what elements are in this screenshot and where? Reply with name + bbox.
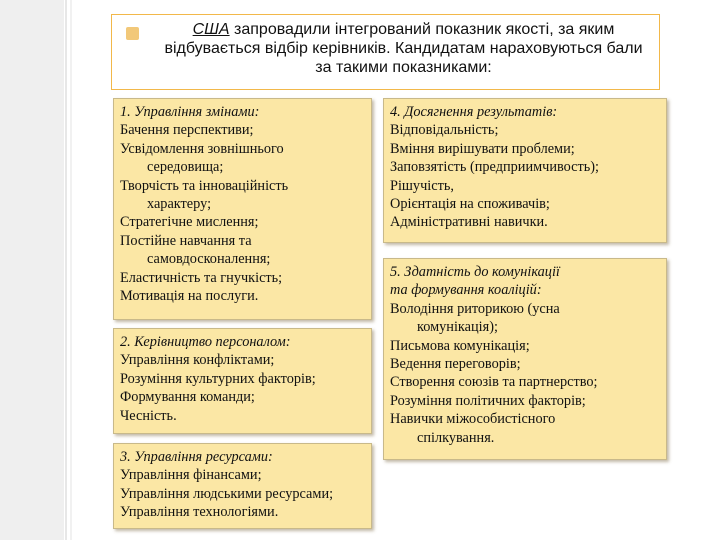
list-item: Еластичність та гнучкість; bbox=[120, 269, 283, 286]
list-item: Стратегічне мислення; bbox=[120, 214, 259, 231]
section-title: 2. Керівництво персоналом: bbox=[120, 334, 291, 350]
section-title: 1. Управління змінами: bbox=[120, 104, 260, 120]
list-item: Ведення переговорів; bbox=[390, 356, 521, 373]
list-item: Усвідомлення зовнішнього середовища; bbox=[120, 140, 284, 176]
list-item: Творчість та інноваційність характеру; bbox=[120, 177, 289, 213]
intro-lead: США bbox=[192, 21, 230, 38]
section-title: 3. Управління ресурсами: bbox=[120, 449, 273, 465]
list-item: Управління людськими ресурсами; bbox=[120, 485, 334, 502]
list-item: Чесність. bbox=[120, 407, 177, 424]
section-title: 5. Здатність до комунікації та формування коаліцій: bbox=[390, 264, 560, 299]
bullet-icon bbox=[126, 27, 139, 40]
list-item: Навички міжособистісного спілкування. bbox=[390, 411, 556, 446]
section-personnel-leadership bbox=[113, 328, 372, 434]
list-item: Рішучість, bbox=[390, 177, 454, 194]
list-item: Адміністративні навички. bbox=[390, 214, 548, 231]
list-item: Відповідальність; bbox=[390, 122, 499, 139]
list-item: Управління фінансами; bbox=[120, 467, 262, 484]
list-item: Управління технологіями. bbox=[120, 504, 279, 521]
list-item: Постійне навчання та самовдосконалення; bbox=[120, 232, 271, 268]
intro-box bbox=[111, 14, 660, 90]
list-item: Формування команди; bbox=[120, 389, 255, 406]
section-results-achievement bbox=[383, 98, 667, 243]
section-change-management bbox=[113, 98, 372, 320]
section-title: 4. Досягнення результатів: bbox=[390, 104, 558, 120]
list-item: Бачення перспективи; bbox=[120, 122, 254, 139]
list-item: Розуміння культурних факторів; bbox=[120, 370, 316, 387]
list-item: Заповзятість (предприимчивость); bbox=[390, 159, 599, 176]
list-item: Розуміння політичних факторів; bbox=[390, 392, 586, 409]
list-item: Управління конфліктами; bbox=[120, 352, 275, 369]
list-item: Створення союзів та партнерство; bbox=[390, 374, 598, 391]
list-item: Письмова комунікація; bbox=[390, 337, 530, 354]
list-item: Володіння риторикою (усна комунікація); bbox=[390, 300, 560, 336]
intro-text: запровадили інтегрований показник якості, за яким відбувається відбір керівників. Кандидатам нараховуються бали за такими показниками: bbox=[164, 21, 643, 76]
list-item: Орієнтація на споживачів; bbox=[390, 196, 550, 213]
section-communication bbox=[383, 258, 667, 460]
list-item: Вміння вирішувати проблеми; bbox=[390, 140, 575, 157]
section-resource-management bbox=[113, 443, 372, 529]
list-item: Мотивація на послуги. bbox=[120, 288, 259, 305]
